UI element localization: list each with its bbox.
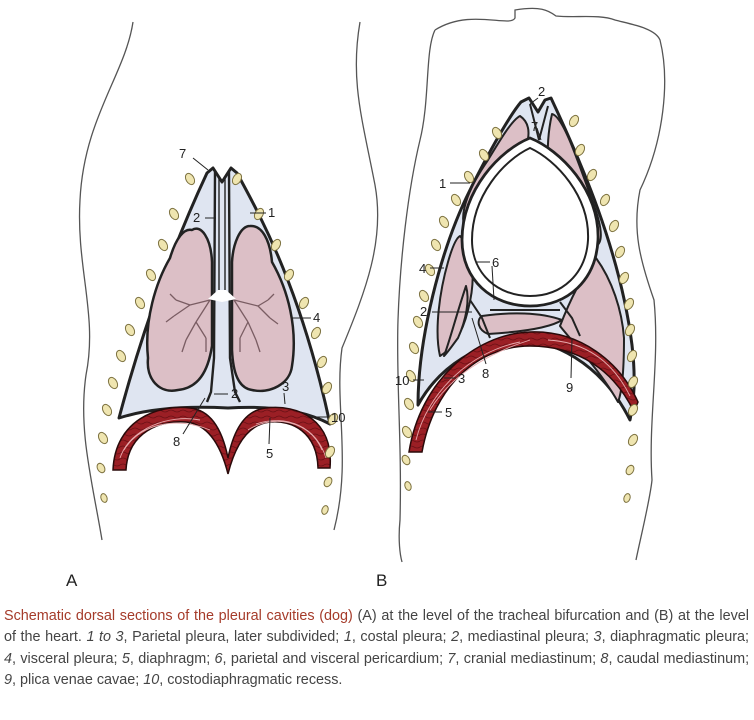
- caption-item-label: costodiaphragmatic recess: [167, 672, 339, 689]
- caption-item-label: diaphragmatic pleura: [610, 629, 746, 646]
- label-2-lower-a: 2: [231, 386, 239, 401]
- label-5-b: 5: [445, 405, 453, 420]
- caption-item-num: 6: [214, 650, 223, 667]
- caption-item-label: diaphragm: [138, 650, 207, 667]
- label-7-b: 7: [531, 119, 539, 134]
- panel-a: [66, 22, 378, 590]
- caption-item-num: 2: [451, 629, 460, 646]
- label-8-a: 8: [173, 434, 181, 449]
- label-2-left-b: 2: [420, 304, 428, 319]
- caption-item-num: 7: [447, 650, 456, 667]
- caption-item-num: 8: [600, 650, 609, 667]
- caption-text: (A) at the level of the tracheal bifurcation and (B) at the level of the heart.: [4, 608, 749, 646]
- caption-item-label: plica venae cavae: [20, 672, 136, 689]
- label-8-b: 8: [482, 366, 490, 381]
- figure-caption: Schematic dorsal sections of the pleural cavities (dog) (A) at the level of the tracheal bifurcation and (B) at the level of the heart. 1 to 3, Parietal pleura, later subdivided; 1, costal pleura; 2, mediastinal pleura; 3, diaphragmatic pleura; 4, visceral pleura; 5, diaphragm; 6, parietal and visceral pericardium; 7, cranial mediastinum; 8, caudal mediastinum; 9, plica venae cavae; 10, costodiaphragmatic recess.: [4, 608, 750, 689]
- label-6-b: 6: [492, 255, 500, 270]
- label-3-b: 3: [458, 371, 466, 386]
- caption-item-label: cranial mediastinum: [463, 650, 593, 667]
- label-4-b: 4: [419, 261, 427, 276]
- caption-item-num: 5: [121, 650, 130, 667]
- label-7-a: 7: [179, 146, 187, 161]
- label-5-a: 5: [266, 446, 274, 461]
- diaphragm-a: [113, 407, 330, 474]
- caption-item-label: caudal mediastinum: [616, 650, 746, 667]
- label-2-a: 2: [193, 210, 201, 225]
- caption-item-num: 1: [343, 629, 352, 646]
- label-10-b: 10: [395, 373, 410, 388]
- caption-item-num: 10: [143, 672, 160, 689]
- label-4-a: 4: [313, 310, 321, 325]
- panel-label-b: B: [376, 571, 388, 590]
- caption-item-num: 4: [4, 650, 13, 667]
- label-3-a: 3: [282, 379, 290, 394]
- caption-item-num: 1 to 3: [86, 629, 124, 646]
- label-1-a: 1: [268, 205, 276, 220]
- lung-right-a: [232, 226, 294, 391]
- caption-lead: Schematic dorsal sections of the pleural cavities (dog): [4, 608, 353, 624]
- caption-item-label: mediastinal pleura: [467, 629, 585, 646]
- label-9-b: 9: [566, 380, 574, 395]
- label-2-b: 2: [538, 84, 546, 99]
- panel-b: [376, 8, 665, 590]
- lung-left-a: [147, 229, 212, 391]
- panel-label-a: A: [66, 571, 78, 590]
- caption-item-num: 9: [4, 672, 13, 689]
- caption-item-label: visceral pleura: [20, 650, 114, 667]
- label-1-b: 1: [439, 176, 447, 191]
- caption-item-label: costal pleura: [360, 629, 443, 646]
- caption-item-num: 3: [593, 629, 602, 646]
- caption-item-label: parietal and visceral pericardium: [230, 650, 440, 667]
- label-10-a: 10: [331, 410, 346, 425]
- caption-item-label: Parietal pleura, later subdivided: [132, 629, 336, 646]
